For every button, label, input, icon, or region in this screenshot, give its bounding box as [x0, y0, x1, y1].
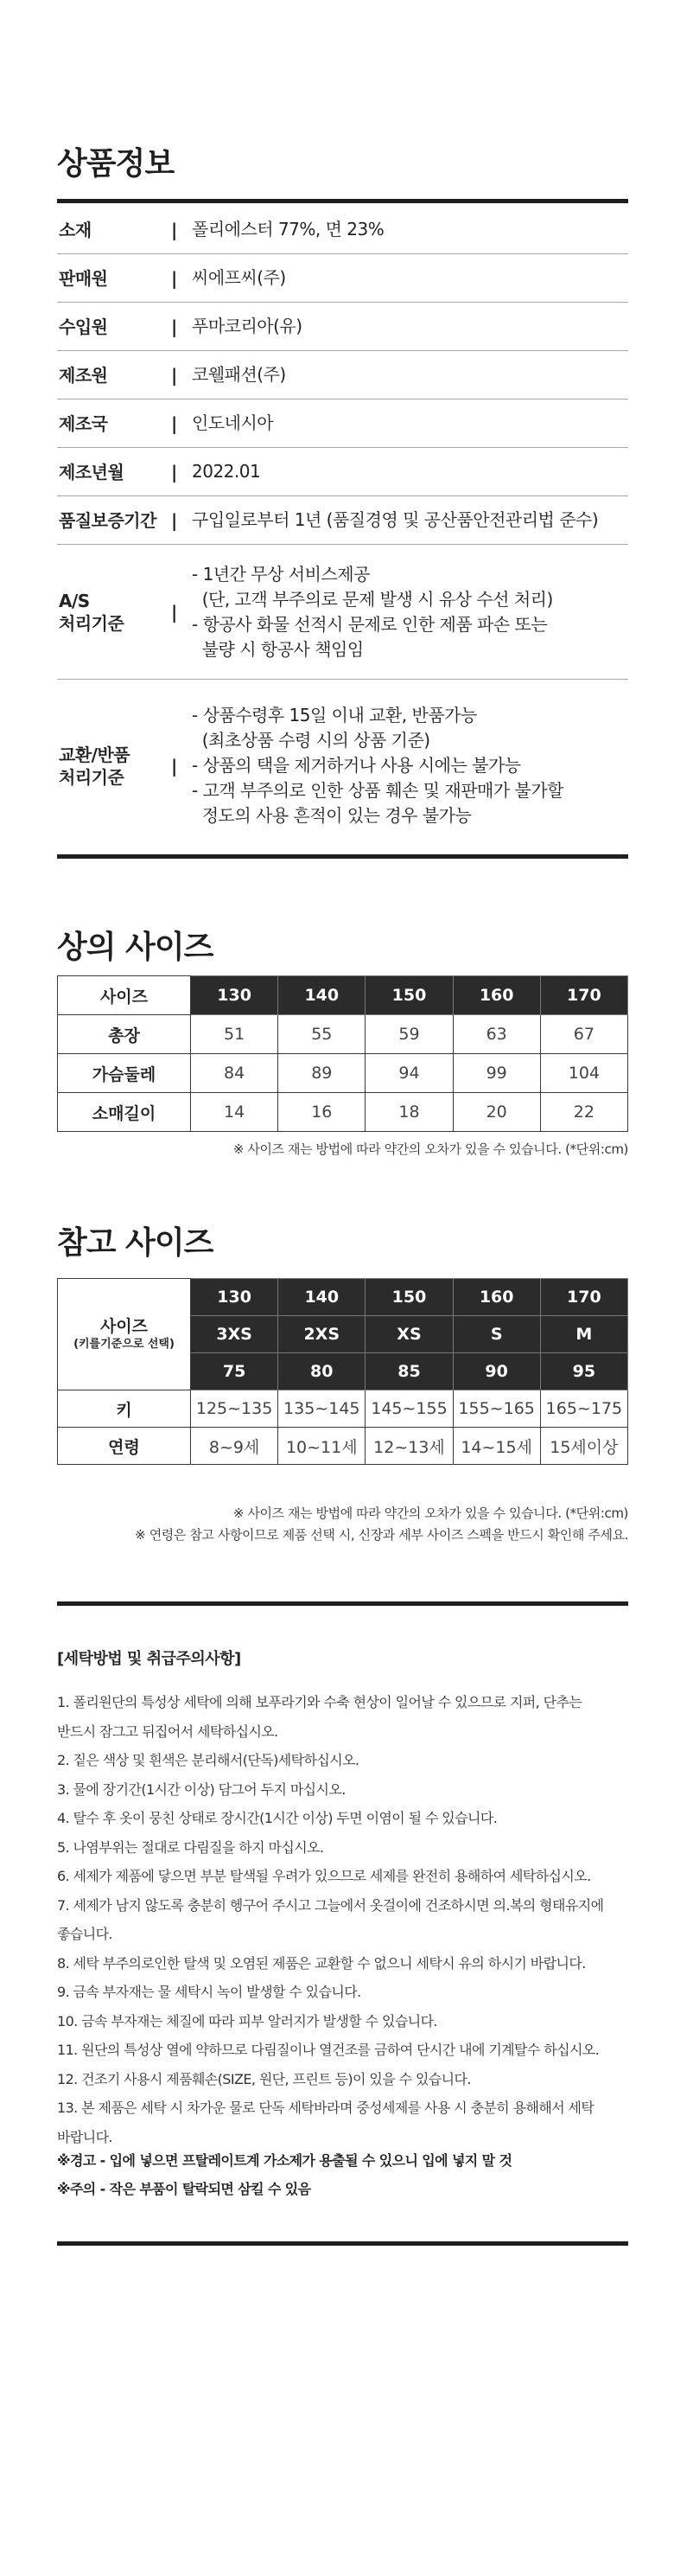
list-item: 12. 건조기 사용시 제품훼손(SIZE, 원단, 프린트 등)이 있을 수 있습니다.	[57, 2070, 471, 2087]
info-value	[192, 703, 628, 828]
list-item: 6. 세제가 제품에 닿으면 부분 탈색될 우려가 있으므로 세제를 완전히 용해하여 세탁하십시오.	[57, 1868, 591, 1884]
info-row	[57, 351, 628, 400]
table-header-row	[58, 976, 628, 1015]
info-row	[57, 448, 628, 496]
washing-list	[57, 1688, 628, 2151]
size-cell: 160	[453, 1279, 540, 1316]
info-row	[57, 400, 628, 448]
info-key-line: 제조국	[59, 412, 108, 434]
table-cell: 10~11세	[278, 1428, 366, 1465]
info-row	[57, 206, 628, 254]
info-row	[57, 254, 628, 303]
table-cell: 8~9세	[191, 1428, 278, 1465]
info-key-line: 교환/반품	[59, 744, 130, 765]
table-cell: 67	[540, 1015, 627, 1054]
caution-text: ※주의 - 작은 부품이 탈락되면 삼킬 수 있음	[57, 2181, 311, 2197]
info-key	[57, 461, 171, 483]
info-separator: |	[171, 316, 177, 337]
divider	[57, 1601, 628, 1606]
size-cell: 130	[191, 976, 278, 1015]
list-item: 11. 원단의 특성상 열에 약하므로 다림질이나 열건조를 금하여 단시간 내에 기계탈수 하십시오.	[57, 2042, 600, 2058]
table-cell: 84	[191, 1054, 278, 1093]
info-value-line: 코웰패션(주)	[192, 364, 286, 385]
table-cell: 14~15세	[453, 1428, 540, 1465]
table-cell: 145~155	[366, 1390, 453, 1428]
table-row	[58, 1093, 628, 1132]
table-cell: 165~175	[540, 1390, 627, 1428]
info-value-line: - 상품수령후 15일 이내 교환, 반품가능	[192, 705, 477, 725]
table-row	[58, 1015, 628, 1054]
info-value-line: 폴리에스터 77%, 면 23%	[192, 219, 385, 240]
size-cell: 140	[278, 976, 366, 1015]
list-item: 10. 금속 부자재는 체질에 따라 피부 알러지가 발생할 수 있습니다.	[57, 2012, 437, 2029]
table-cell: 51	[191, 1015, 278, 1054]
info-value	[192, 562, 628, 662]
info-value-line: (최초상품 수령 시의 상품 기준)	[192, 730, 430, 751]
table-row	[58, 1390, 628, 1428]
table-row	[58, 1054, 628, 1093]
list-item: 8. 세탁 부주의로인한 탈색 및 오염된 제품은 교환할 수 없으니 세탁시 유의 하시기 바랍니다.	[57, 1954, 586, 1972]
info-value-line: - 항공사 화물 선적시 문제로 인한 제품 파손 또는	[192, 613, 548, 635]
table-cell: 94	[366, 1054, 453, 1093]
info-separator: |	[171, 412, 177, 434]
table-cell: 14	[191, 1093, 278, 1132]
reference-size-table	[57, 1278, 628, 1465]
info-separator: |	[171, 267, 177, 289]
washing-title: [세탁방법 및 취급주의사항]	[57, 1650, 241, 1668]
size-cell: 160	[453, 976, 540, 1015]
list-item: 7. 세제가 남지 않도록 충분히 헹구어 주시고 그늘에서 옷걸이에 건조하시면 의.복의 형태유지에	[57, 1896, 604, 1914]
table-row	[58, 1428, 628, 1465]
info-key-line: 처리기준	[59, 766, 124, 788]
list-item: 반드시 잠그고 뒤집어서 세탁하십시오.	[57, 1723, 278, 1740]
info-separator: |	[171, 364, 177, 386]
size-label-sub: (키를기준으로 선택)	[73, 1337, 175, 1351]
age-note: ※ 연령은 참고 사항이므로 제품 선택 시, 신장과 세부 사이즈 스펙을 반드시 확인해 주세요.	[135, 1527, 628, 1543]
info-value-line: 정도의 사용 흔적이 있는 경우 불가능	[192, 805, 472, 826]
table-cell: 155~165	[453, 1390, 540, 1428]
info-row	[57, 496, 628, 545]
info-separator: |	[171, 509, 177, 531]
row-label: 소매길이	[58, 1093, 191, 1132]
product-info-title: 상품정보	[57, 146, 175, 182]
table-cell: 63	[453, 1015, 540, 1054]
reference-size-title: 참고 사이즈	[57, 1225, 213, 1261]
row-label: 총장	[58, 1015, 191, 1054]
top-size-table	[57, 975, 628, 1132]
table-cell: 22	[540, 1093, 627, 1132]
list-item: 5. 나염부위는 절대로 다림질을 하지 마십시오.	[57, 1838, 324, 1856]
table-cell: 99	[453, 1054, 540, 1093]
divider	[57, 199, 628, 203]
list-item: 1. 폴리원단의 특성상 세탁에 의해 보푸라기와 수축 현상이 일어날 수 있으므로 지퍼, 단추는	[57, 1694, 582, 1710]
table-cell: 20	[453, 1093, 540, 1132]
info-separator: |	[171, 601, 177, 623]
table-cell: 15세이상	[540, 1428, 627, 1465]
size-letter-cell: S	[453, 1316, 540, 1353]
table-cell: 59	[366, 1015, 453, 1054]
size-letter-cell: 3XS	[191, 1316, 278, 1353]
info-key-line: 수입원	[59, 316, 108, 337]
size-cell: 170	[540, 1279, 627, 1316]
info-separator: |	[171, 461, 177, 483]
info-value-line: - 1년간 무상 서비스제공	[192, 563, 370, 585]
info-key	[57, 219, 171, 241]
info-key	[57, 590, 171, 635]
size-number-cell: 75	[191, 1353, 278, 1390]
info-key	[57, 364, 171, 387]
info-key	[57, 744, 171, 789]
info-value	[192, 411, 628, 436]
list-item: 9. 금속 부자재는 물 세탁시 녹이 발생할 수 있습니다.	[57, 1984, 361, 2000]
size-letter-cell: M	[540, 1316, 627, 1353]
info-key	[57, 509, 171, 532]
table-cell: 89	[278, 1054, 366, 1093]
size-cell: 170	[540, 976, 627, 1015]
info-row	[57, 680, 628, 852]
info-value-line: 씨에프씨(주)	[192, 267, 286, 288]
size-cell: 130	[191, 1279, 278, 1316]
table-cell: 12~13세	[366, 1428, 453, 1465]
list-item: 바랍니다.	[57, 2128, 112, 2145]
info-value-line: (단, 고객 부주의로 문제 발생 시 유상 수선 처리)	[192, 588, 553, 610]
list-item: 13. 본 제품은 세탁 시 차가운 물로 단독 세탁바라며 중성세제를 사용 시 충분히 용해해서 세탁	[57, 2100, 595, 2116]
info-key-line: A/S	[59, 590, 90, 611]
table-row	[58, 1279, 628, 1316]
info-value-line: - 고객 부주의로 인한 상품 훼손 및 재판매가 불가할	[192, 780, 563, 801]
table-cell: 55	[278, 1015, 366, 1054]
info-key-line: 제조년월	[59, 461, 124, 483]
size-cell: 150	[366, 976, 453, 1015]
size-number-cell: 95	[540, 1353, 627, 1390]
row-label: 연령	[58, 1428, 191, 1465]
list-item: 4. 탈수 후 옷이 뭉친 상태로 장시간(1시간 이상) 두면 이염이 될 수 있습니다.	[57, 1810, 498, 1826]
size-note: ※ 사이즈 재는 방법에 따라 약간의 오차가 있을 수 있습니다. (*단위:cm)	[232, 1505, 628, 1521]
info-value	[192, 459, 628, 484]
info-key	[57, 412, 171, 435]
list-item: 2. 짙은 색상 및 흰색은 분리해서(단독)세탁하십시오.	[57, 1752, 359, 1768]
row-label: 키	[58, 1390, 191, 1428]
info-value-line: 2022.01	[192, 461, 261, 482]
size-cell: 140	[278, 1279, 366, 1316]
list-item: 3. 물에 장기간(1시간 이상) 담그어 두지 마십시오.	[57, 1780, 346, 1798]
size-number-cell: 80	[278, 1353, 366, 1390]
divider	[57, 2241, 628, 2246]
info-key-line: 판매원	[59, 267, 108, 289]
info-value	[192, 508, 628, 533]
top-size-title: 상의 사이즈	[57, 930, 213, 965]
size-note: ※ 사이즈 재는 방법에 따라 약간의 오차가 있을 수 있습니다. (*단위:cm)	[232, 1141, 628, 1157]
table-header-label: 사이즈	[58, 976, 191, 1015]
info-key-line: 제조원	[59, 364, 108, 386]
list-item: 좋습니다.	[57, 1926, 112, 1942]
info-key	[57, 316, 171, 338]
table-cell: 104	[540, 1054, 627, 1093]
info-key-line: 소재	[59, 219, 92, 240]
size-label-cell	[58, 1279, 191, 1390]
info-value-line: 인도네시아	[192, 412, 274, 433]
table-cell: 125~135	[191, 1390, 278, 1428]
info-value-line: 불량 시 항공사 책임임	[192, 638, 364, 660]
info-key	[57, 267, 171, 290]
size-cell: 150	[366, 1279, 453, 1316]
warning-text: ※경고 - 입에 넣으면 프탈레이트계 가소제가 용출될 수 있으니 입에 넣지 말 것	[57, 2152, 512, 2169]
size-letter-cell: XS	[366, 1316, 453, 1353]
table-cell: 135~145	[278, 1390, 366, 1428]
info-value-line: - 상품의 택을 제거하거나 사용 시에는 불가능	[192, 755, 521, 776]
info-value	[192, 265, 628, 291]
size-number-cell: 90	[453, 1353, 540, 1390]
info-value-line: 구입일로부터 1년 (품질경영 및 공산품안전관리법 준수)	[192, 509, 599, 530]
info-value	[192, 217, 628, 242]
info-key-line: 품질보증기간	[59, 509, 156, 531]
divider	[57, 854, 628, 859]
info-row	[57, 303, 628, 351]
info-separator: |	[171, 755, 177, 777]
info-row	[57, 545, 628, 680]
table-cell: 18	[366, 1093, 453, 1132]
size-number-cell: 85	[366, 1353, 453, 1390]
table-cell: 16	[278, 1093, 366, 1132]
size-label: 사이즈	[99, 1317, 149, 1337]
info-value	[192, 314, 628, 339]
info-key-line: 처리기준	[59, 612, 124, 634]
info-value	[192, 362, 628, 387]
info-value-line: 푸마코리아(유)	[192, 316, 302, 336]
row-label: 가슴둘레	[58, 1054, 191, 1093]
info-separator: |	[171, 219, 177, 240]
size-letter-cell: 2XS	[278, 1316, 366, 1353]
